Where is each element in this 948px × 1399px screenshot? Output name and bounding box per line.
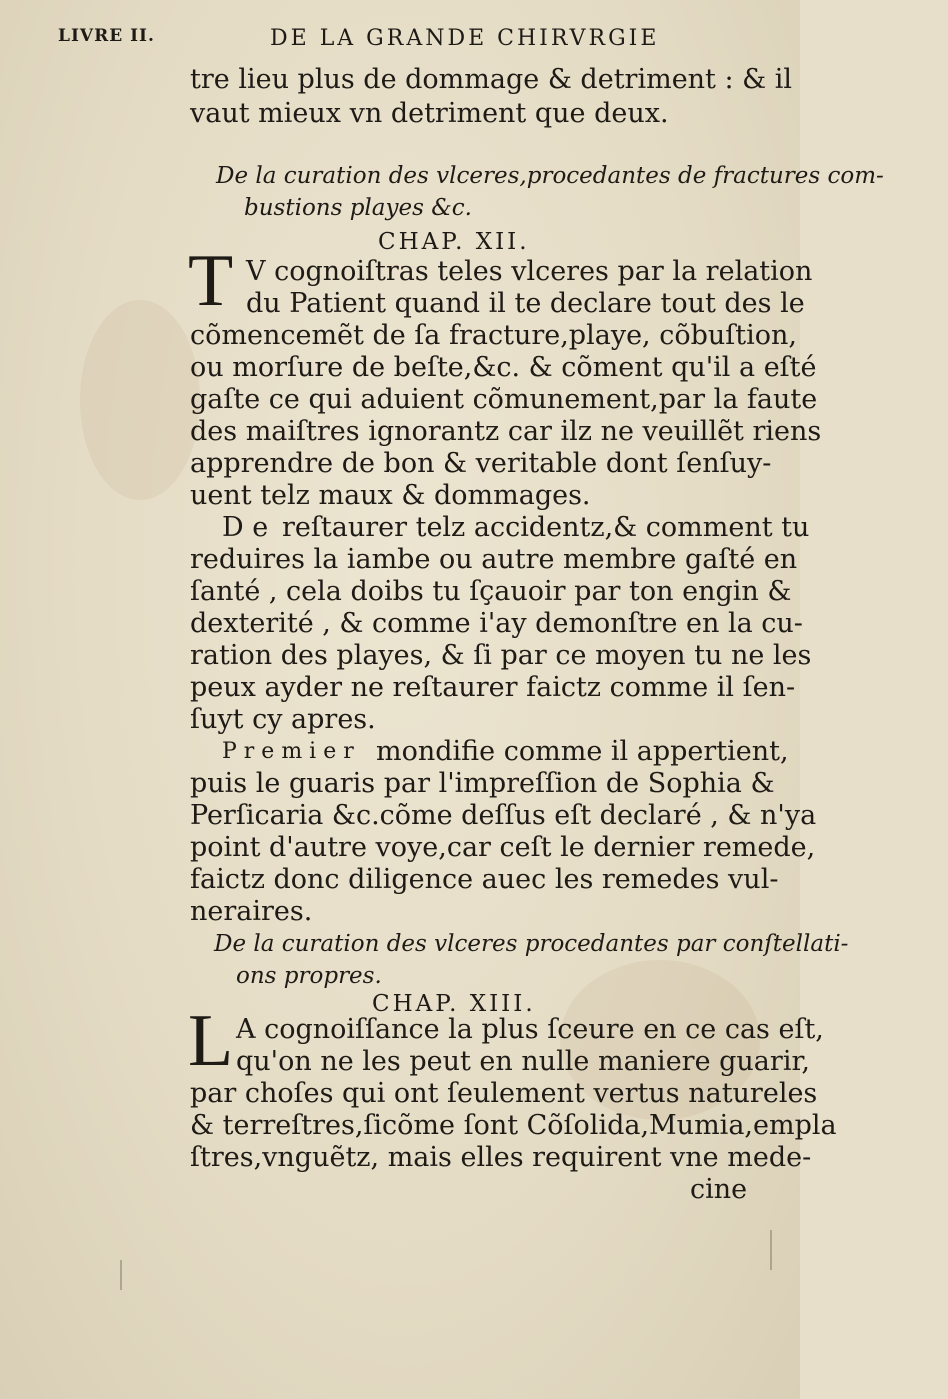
text-line: V cognoiſtras teles vlceres par la relation	[246, 256, 813, 287]
text-line: Perſicaria &c.cõme deſſus eſt declaré , & n'ya	[190, 800, 817, 831]
catchword: cine	[690, 1174, 748, 1205]
text-line: ſuyt cy apres.	[190, 704, 376, 735]
text-line: apprendre de bon & veritable dont ſenſuy-	[190, 448, 772, 479]
paragraph-lead: D e	[222, 512, 269, 543]
text-line: ſtres,vnguẽtz, mais elles requirent vne mede-	[190, 1142, 812, 1173]
header-book-number: LIVRE II.	[58, 26, 155, 46]
text-line: faictz donc diligence auec les remedes vul-	[190, 864, 779, 895]
chapter-number: CHAP. XIII.	[372, 991, 536, 1017]
text-line: ſanté , cela doibs tu ſçauoir par ton engin &	[190, 576, 792, 607]
paper-stain	[80, 300, 200, 500]
chapter-heading: De la curation des vlceres procedantes par conſtellati-	[214, 931, 849, 957]
drop-cap: T	[188, 240, 234, 322]
chapter-heading: De la curation des vlceres,procedantes de fractures com-	[216, 163, 884, 189]
text-line: & terreſtres,ſicõme ſont Cõſolida,Mumia,empla	[190, 1110, 837, 1141]
text-line: reſtaurer telz accidentz,& comment tu	[282, 512, 810, 543]
paragraph-lead: P r e m i e r	[222, 739, 354, 764]
text-line: vaut mieux vn detriment que deux.	[190, 98, 669, 129]
ink-mark	[770, 1230, 772, 1270]
text-line: par choſes qui ont ſeulement vertus natureles	[190, 1078, 818, 1109]
text-line: cõmencemẽt de ſa fracture,playe, cõbuſtion,	[190, 320, 797, 351]
text-line: point d'autre voye,car ceſt le dernier remede,	[190, 832, 816, 863]
drop-cap: L	[188, 1000, 234, 1082]
ink-mark	[120, 1260, 122, 1290]
text-line: gaſte ce qui aduient cõmunement,par la faute	[190, 384, 818, 415]
text-line: ou morſure de beſte,&c. & cõment qu'il a eſté	[190, 352, 817, 383]
text-line: tre lieu plus de dommage & detriment : & il	[190, 64, 793, 95]
text-line: neraires.	[190, 896, 313, 927]
text-line: puis le guaris par l'impreſſion de Sophia &	[190, 768, 775, 799]
text-line: reduires la iambe ou autre membre gaſté en	[190, 544, 798, 575]
text-line: du Patient quand il te declare tout des le	[246, 288, 805, 319]
text-line: des maiſtres ignorantz car ilz ne veuillẽt riens	[190, 416, 822, 447]
text-line: dexterité , & comme i'ay demonſtre en la cu-	[190, 608, 803, 639]
running-header	[58, 26, 740, 56]
chapter-heading: ons propres.	[236, 963, 382, 989]
text-line: ration des playes, & ſi par ce moyen tu ne les	[190, 640, 812, 671]
text-line: A cognoiſſance la plus ſceure en ce cas eſt,	[236, 1014, 824, 1045]
text-line: uent telz maux & dommages.	[190, 480, 591, 511]
chapter-heading: bustions playes &c.	[244, 195, 472, 221]
chapter-number: CHAP. XII.	[378, 229, 530, 255]
text-line: mondifie comme il appertient,	[376, 736, 789, 767]
text-line: qu'on ne les peut en nulle maniere guarir,	[236, 1046, 810, 1077]
text-line: peux ayder ne reſtaurer faictz comme il ſen-	[190, 672, 796, 703]
header-title: DE LA GRANDE CHIRVRGIE	[270, 26, 660, 51]
